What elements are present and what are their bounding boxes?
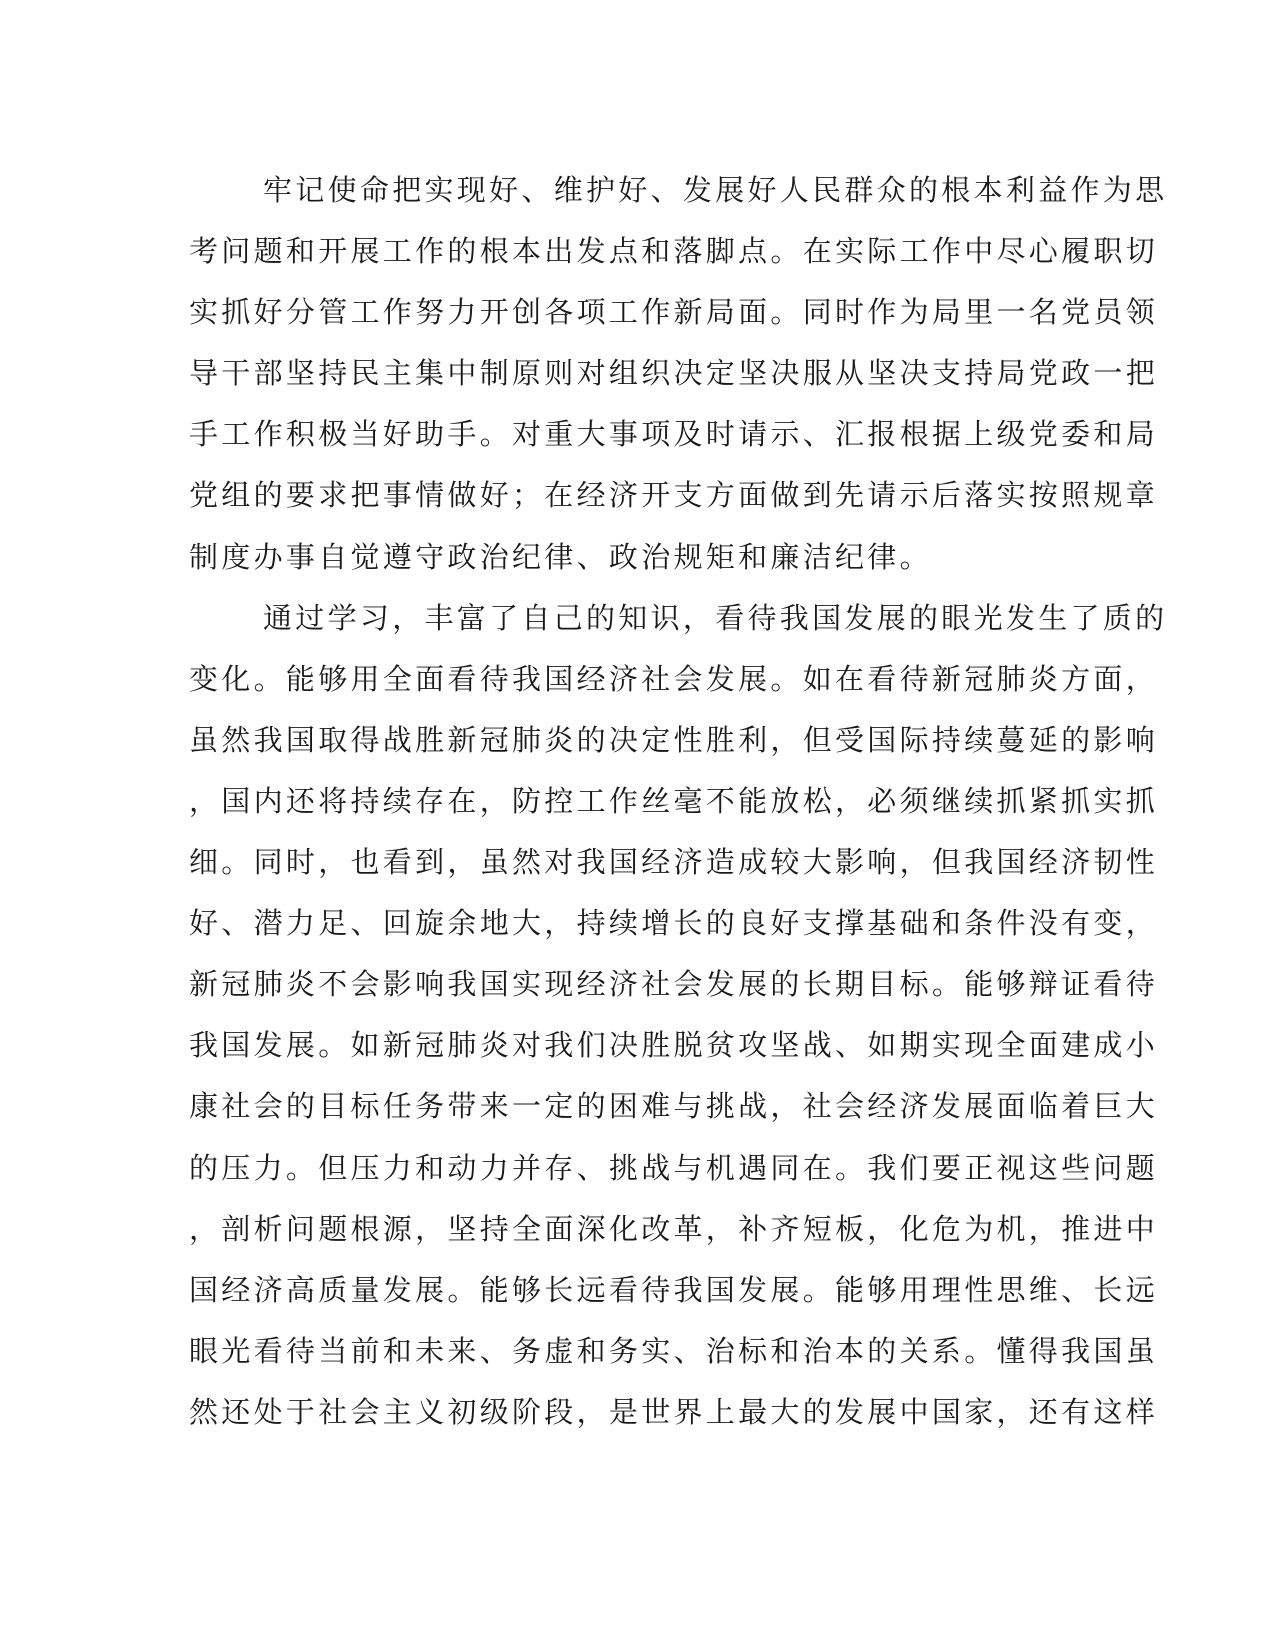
paragraph-2-line: 然还处于社会主义初级阶段，是世界上最大的发展中国家，还有这样 [189,1394,1159,1429]
paragraph-1-line: 实抓好分管工作努力开创各项工作新局面。同时作为局里一名党员领 [189,295,1159,330]
paragraph-1-line: 党组的要求把事情做好；在经济开支方面做到先请示后落实按照规章 [189,478,1159,513]
paragraph-2-line: 我国发展。如新冠肺炎对我们决胜脱贫攻坚战、如期实现全面建成小 [189,1028,1159,1063]
paragraph-2-line: 虽然我国取得战胜新冠肺炎的决定性胜利，但受国际持续蔓延的影响 [189,722,1159,757]
paragraph-1-line: 考问题和开展工作的根本出发点和落脚点。在实际工作中尽心履职切 [189,234,1159,269]
body-text [189,160,1168,1443]
paragraph-2-line: ，国内还将持续存在，防控工作丝毫不能放松，必须继续抓紧抓实抓 [189,783,1159,818]
paragraph-2-line: 好、潜力足、回旋余地大，持续增长的良好支撑基础和条件没有变， [189,906,1159,941]
paragraph-1-line: 手工作积极当好助手。对重大事项及时请示、汇报根据上级党委和局 [189,417,1159,452]
paragraph-2-line: 的压力。但压力和动力并存、挑战与机遇同在。我们要正视这些问题 [189,1150,1159,1185]
paragraph-2-line: 康社会的目标任务带来一定的困难与挑战，社会经济发展面临着巨大 [189,1089,1159,1124]
paragraph-2-line: ，剖析问题根源，坚持全面深化改革，补齐短板，化危为机，推进中 [189,1211,1159,1246]
paragraph-1-line: 导干部坚持民主集中制原则对组织决定坚决服从坚决支持局党政一把 [189,356,1159,391]
paragraph-2-line: 通过学习，丰富了自己的知识，看待我国发展的眼光发生了质的 [263,600,1168,635]
paragraph-2-line: 国经济高质量发展。能够长远看待我国发展。能够用理性思维、长远 [189,1272,1159,1307]
paragraph-2-line: 眼光看待当前和未来、务虚和务实、治标和治本的关系。懂得我国虽 [189,1333,1159,1368]
paragraph-2-line: 细。同时，也看到，虽然对我国经济造成较大影响，但我国经济韧性 [189,845,1159,880]
paragraph-2-line: 变化。能够用全面看待我国经济社会发展。如在看待新冠肺炎方面， [189,661,1159,696]
paragraph-2-line: 新冠肺炎不会影响我国实现经济社会发展的长期目标。能够辩证看待 [189,967,1159,1002]
paragraph-1-line: 制度办事自觉遵守政治纪律、政治规矩和廉洁纪律。 [189,539,932,574]
paragraph-1-line: 牢记使命把实现好、维护好、发展好人民群众的根本利益作为思 [263,173,1168,207]
